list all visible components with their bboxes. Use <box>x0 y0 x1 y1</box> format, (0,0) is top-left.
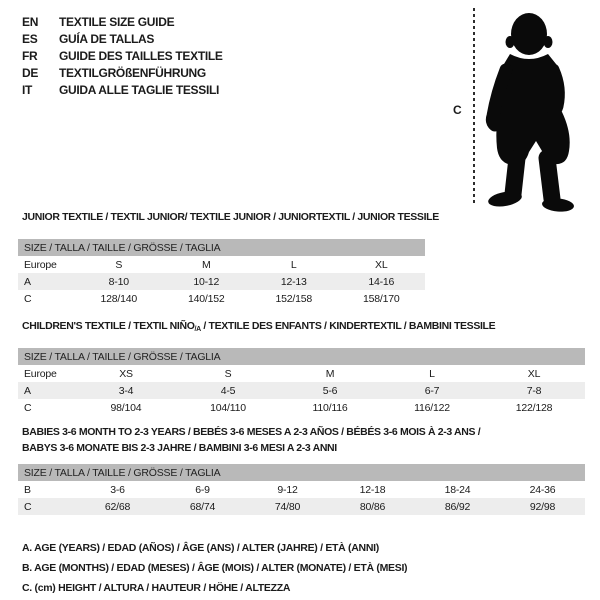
junior-size-table <box>18 239 425 307</box>
table-cell: 12-18 <box>359 483 386 496</box>
table-cell: 92/98 <box>529 500 556 513</box>
language-code: DE <box>22 65 39 80</box>
table-cell: 98/104 <box>110 401 142 414</box>
legend-line-a: A. AGE (YEARS) / EDAD (AÑOS) / ÂGE (ANS) / ALTER (JAHRE) / ETÀ (ANNI) <box>22 542 379 554</box>
table-cell: 10-12 <box>193 275 220 288</box>
table-row-c <box>18 290 425 307</box>
legend-line-c: C. (cm) HEIGHT / ALTURA / HAUTEUR / HÖHE / ALTEZZA <box>22 582 291 594</box>
table-cell: 68/74 <box>189 500 216 513</box>
table-cell: 6-7 <box>424 384 440 397</box>
table-cell: 7-8 <box>526 384 542 397</box>
row-label: Europe <box>24 367 57 380</box>
section-title-text: / TEXTILE DES ENFANTS / KINDERTEXTIL / BAMBINI TESSILE <box>200 320 496 332</box>
row-label: C <box>24 500 32 513</box>
table-row-c <box>18 498 585 515</box>
guide-title: GUIDE DES TAILLES TEXTILE <box>59 48 223 63</box>
table-cell: 128/140 <box>100 292 138 305</box>
table-cell: XL <box>375 258 388 271</box>
table-cell: 74/80 <box>274 500 301 513</box>
legend-line-b: B. AGE (MONTHS) / EDAD (MESES) / ÂGE (MOIS) / ALTER (MONATE) / ETÀ (MESI) <box>22 562 408 574</box>
guide-title: TEXTILGRÖßENFÜHRUNG <box>59 65 206 80</box>
section-title-text: CHILDREN'S TEXTILE / TEXTIL NIÑO <box>22 320 195 332</box>
table-cell: 152/158 <box>275 292 313 305</box>
section-title-junior: JUNIOR TEXTILE / TEXTIL JUNIOR/ TEXTILE JUNIOR / JUNIORTEXTIL / JUNIOR TESSILE <box>22 211 439 223</box>
table-cell: 62/68 <box>104 500 131 513</box>
table-cell: 104/110 <box>210 401 246 414</box>
table-cell: 4-5 <box>220 384 236 397</box>
table-row-c <box>18 399 585 416</box>
table-cell: 3-6 <box>110 483 125 496</box>
language-row-es <box>22 30 223 47</box>
guide-title: TEXTILE SIZE GUIDE <box>59 14 175 29</box>
table-cell: L <box>290 258 297 271</box>
table-cell: S <box>224 367 232 380</box>
language-code: EN <box>22 14 39 29</box>
row-label: B <box>24 483 31 496</box>
table-cell: M <box>325 367 335 380</box>
toddler-silhouette-icon <box>484 8 596 212</box>
section-title-line1: BABIES 3-6 MONTH TO 2-3 YEARS / BEBÉS 3-6 MESES A 2-3 AÑOS / BÉBÉS 3-6 MOIS À 2-3 ANS / <box>22 426 481 438</box>
section-title-line2: BABYS 3-6 MONATE BIS 2-3 JAHRE / BAMBINI 3-6 MESI A 2-3 ANNI <box>22 442 337 454</box>
language-row-fr <box>22 47 223 64</box>
height-measure-label: C <box>453 103 462 117</box>
table-cell: 86/92 <box>444 500 471 513</box>
size-header-bar: SIZE / TALLA / TAILLE / GRÖSSE / TAGLIA <box>18 348 585 365</box>
guide-title: GUÍA DE TALLAS <box>59 31 155 46</box>
row-label: A <box>24 384 31 397</box>
table-cell: XS <box>119 367 133 380</box>
size-header-bar: SIZE / TALLA / TAILLE / GRÖSSE / TAGLIA <box>18 239 425 256</box>
babies-size-table <box>18 464 585 515</box>
section-title-babies <box>22 424 480 456</box>
language-code: ES <box>22 31 38 46</box>
table-row-a <box>18 382 585 399</box>
language-row-de <box>22 64 223 81</box>
row-label: C <box>24 401 32 414</box>
table-cell: 18-24 <box>444 483 471 496</box>
table-cell: 12-13 <box>280 275 307 288</box>
table-cell: 110/116 <box>312 401 348 414</box>
table-cell: M <box>201 258 211 271</box>
language-row-it <box>22 81 223 98</box>
language-code: FR <box>22 48 38 63</box>
table-cell: 14-16 <box>368 275 395 288</box>
table-cell: 140/152 <box>187 292 225 305</box>
size-header-bar: SIZE / TALLA / TAILLE / GRÖSSE / TAGLIA <box>18 464 585 481</box>
table-cell: 116/122 <box>414 401 450 414</box>
measurement-legend <box>22 538 407 598</box>
language-title-list <box>22 13 223 98</box>
table-row-a <box>18 273 425 290</box>
language-code: IT <box>22 82 33 97</box>
height-measure-dashed-line <box>473 8 475 206</box>
table-row-b <box>18 481 585 498</box>
section-title-children <box>22 318 495 338</box>
table-cell: S <box>115 258 123 271</box>
children-size-table <box>18 348 585 416</box>
table-cell: XL <box>527 367 541 380</box>
table-cell: 5-6 <box>322 384 338 397</box>
table-cell: 3-4 <box>118 384 134 397</box>
table-cell: 122/128 <box>515 401 553 414</box>
section-title-subscript: /A <box>194 326 201 333</box>
table-cell: 158/170 <box>362 292 400 305</box>
row-label: C <box>24 292 32 305</box>
table-row-europe <box>18 365 585 382</box>
table-cell: L <box>429 367 435 380</box>
row-label: Europe <box>24 258 57 271</box>
guide-title: GUIDA ALLE TAGLIE TESSILI <box>59 82 220 97</box>
table-cell: 24-36 <box>529 483 556 496</box>
table-row-europe <box>18 256 425 273</box>
language-row-en <box>22 13 223 30</box>
row-label: A <box>24 275 31 288</box>
table-cell: 6-9 <box>195 483 210 496</box>
table-cell: 80/86 <box>359 500 386 513</box>
table-cell: 8-10 <box>108 275 129 288</box>
table-cell: 9-12 <box>277 483 298 496</box>
